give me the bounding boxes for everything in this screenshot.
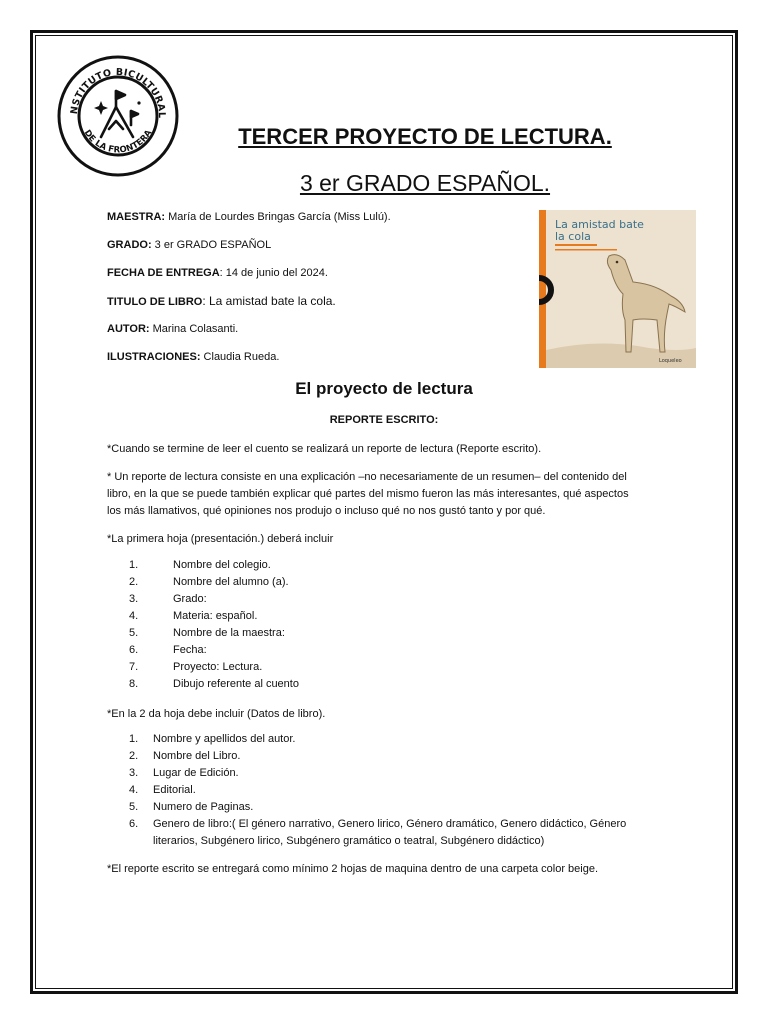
list-item — [107, 748, 667, 765]
book-cover-image — [539, 210, 696, 368]
list-item — [107, 765, 667, 782]
paragraph-delivery: *El reporte escrito se entregará como mínimo 2 hojas de maquina dentro de una carpeta color beige. — [107, 863, 599, 875]
grade-label: GRADO: — [107, 239, 152, 251]
list-item — [107, 608, 607, 625]
logo-bottom-text: DE LA FRONTERA — [81, 128, 155, 156]
list-item — [107, 591, 607, 608]
book-title-row — [107, 294, 527, 322]
list-text: Dibujo referente al cuento — [173, 678, 299, 690]
list-item — [107, 642, 607, 659]
list-text: Numero de Paginas. — [153, 801, 254, 813]
due-date-value: : 14 de junio del 2024. — [219, 267, 328, 279]
cover-title-line2: la cola — [555, 230, 591, 243]
list-number: 2. — [129, 576, 139, 588]
list-number: 8. — [129, 678, 139, 690]
document-subtitle: 3 er GRADO ESPAÑOL. — [299, 170, 551, 196]
list-number: 4. — [129, 610, 139, 622]
author-label: AUTOR: — [107, 323, 150, 335]
list-number: 4. — [129, 784, 139, 796]
list-item — [107, 676, 607, 693]
second-page-list — [107, 731, 667, 850]
first-page-list — [107, 557, 607, 693]
cover-publisher: Loqueleo — [659, 358, 682, 364]
paragraph-definition-line2: libro, en la que se puede también explicar qué partes del mismo fueron las más interesantes, qué aspectos — [107, 488, 629, 500]
book-title-value: : La amistad bate la cola. — [202, 294, 336, 308]
list-text: Proyecto: Lectura. — [173, 661, 263, 673]
list-number: 6. — [129, 644, 139, 656]
list-text: Nombre de la maestra: — [173, 627, 285, 639]
illustrations-row — [107, 350, 527, 378]
grade-row — [107, 238, 527, 266]
list-item — [107, 574, 607, 591]
teacher-row — [107, 210, 527, 238]
illustrations-value: Claudia Rueda. — [200, 351, 280, 363]
book-title-label: TITULO DE LIBRO — [107, 296, 203, 308]
paragraph-definition-line3: los más llamativos, qué opiniones nos produjo o incluso qué no nos gustó tanto y por qué. — [107, 505, 546, 517]
school-logo — [57, 55, 179, 177]
paragraph-definition-line1: * Un reporte de lectura consiste en una explicación –no necesariamente de un resumen– del contenido del — [107, 471, 627, 483]
list-number: 1. — [129, 559, 139, 571]
list-item — [107, 782, 667, 799]
list-text: Genero de libro:( El género narrativo, Genero lirico, Género dramático, Genero didáctico, Género literarios, Subgénero lirico, Subgénero gramático o teatral, Subgénero didáctico) — [153, 818, 627, 847]
author-value: Marina Colasanti. — [149, 323, 239, 335]
illustrations-label: ILUSTRACIONES: — [107, 351, 201, 363]
list-number: 5. — [129, 627, 139, 639]
list-number: 2. — [129, 750, 139, 762]
author-row — [107, 322, 527, 350]
paragraph-second-page: *En la 2 da hoja debe incluir (Datos de libro). — [107, 708, 326, 720]
list-number: 7. — [129, 661, 139, 673]
due-date-label: FECHA DE ENTREGA — [107, 267, 220, 279]
document-title: TERCER PROYECTO DE LECTURA. — [238, 124, 612, 149]
section-title: El proyecto de lectura — [295, 379, 473, 398]
list-text: Nombre del Libro. — [153, 750, 241, 762]
paragraph-first-page: *La primera hoja (presentación.) deberá incluir — [107, 533, 334, 545]
list-text: Materia: español. — [173, 610, 258, 622]
section-subtitle: REPORTE ESCRITO: — [329, 414, 439, 426]
list-item — [107, 557, 607, 574]
list-text: Grado: — [173, 593, 207, 605]
teacher-label: MAESTRA: — [107, 211, 166, 223]
teacher-value: María de Lourdes Bringas García (Miss Lulú). — [165, 211, 391, 223]
list-number: 5. — [129, 801, 139, 813]
list-text: Nombre del colegio. — [173, 559, 271, 571]
paragraph-definition — [107, 469, 667, 520]
list-item — [107, 731, 667, 748]
list-item — [107, 816, 667, 850]
list-text: Editorial. — [153, 784, 196, 796]
list-text: Nombre del alumno (a). — [173, 576, 289, 588]
list-item — [107, 625, 607, 642]
list-text: Fecha: — [173, 644, 207, 656]
list-number: 1. — [129, 733, 139, 745]
list-text: Nombre y apellidos del autor. — [153, 733, 296, 745]
logo-top-text: NSTITUTO BICULTURAL — [68, 66, 168, 119]
cover-title-line1: La amistad bate — [555, 218, 644, 231]
list-number: 3. — [129, 593, 139, 605]
project-info — [107, 210, 527, 378]
grade-value: 3 er GRADO ESPAÑOL — [151, 239, 272, 251]
list-item — [107, 799, 667, 816]
due-date-row — [107, 266, 527, 294]
list-number: 6. — [129, 818, 139, 830]
list-item — [107, 659, 607, 676]
list-number: 3. — [129, 767, 139, 779]
list-text: Lugar de Edición. — [153, 767, 239, 779]
paragraph-intro: *Cuando se termine de leer el cuento se realizará un reporte de lectura (Reporte escrito). — [107, 443, 542, 455]
